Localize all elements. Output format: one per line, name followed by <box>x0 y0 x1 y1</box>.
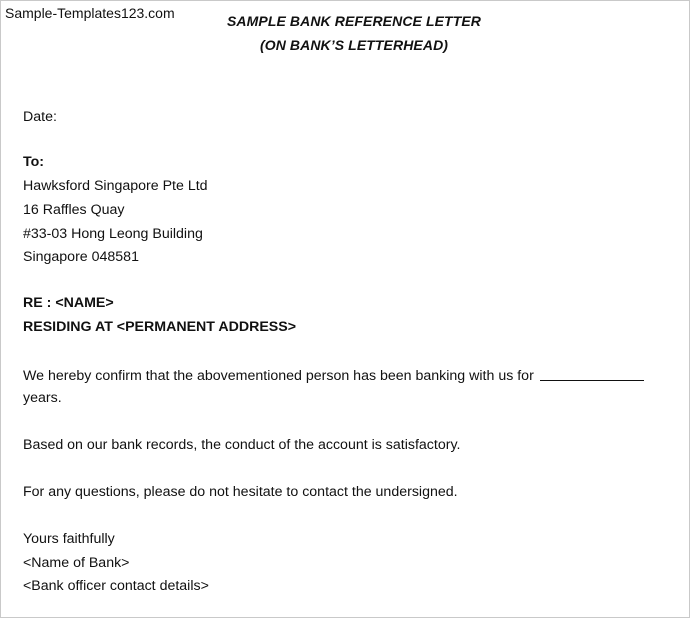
letter-title: SAMPLE BANK REFERENCE LETTER <box>226 13 482 29</box>
recipient-line: Hawksford Singapore Pte Ltd <box>23 178 208 194</box>
watermark: Sample-Templates123.com <box>5 5 175 21</box>
recipient-line: #33-03 Hong Leong Building <box>23 226 203 242</box>
paragraph-conduct: Based on our bank records, the conduct of the account is satisfactory. <box>23 437 461 453</box>
paragraph-banking-cont: years. <box>23 390 62 406</box>
paragraph-questions: For any questions, please do not hesitate to contact the undersigned. <box>23 484 458 500</box>
years-blank-field <box>540 367 644 381</box>
to-label: To: <box>23 154 45 170</box>
recipient-line: Singapore 048581 <box>23 249 139 265</box>
date-label: Date: <box>23 109 57 125</box>
residing-line: RESIDING AT <PERMANENT ADDRESS> <box>23 319 297 335</box>
officer-contact-placeholder: <Bank officer contact details> <box>23 578 209 594</box>
letter-subtitle: (ON BANK’S LETTERHEAD) <box>259 37 449 53</box>
closing: Yours faithfully <box>23 531 115 547</box>
bank-name-placeholder: <Name of Bank> <box>23 555 130 571</box>
re-line: RE : <NAME> <box>23 295 114 311</box>
paragraph-banking-text: We hereby confirm that the abovementioned person has been banking with us for <box>23 368 534 384</box>
recipient-line: 16 Raffles Quay <box>23 202 125 218</box>
paragraph-banking <box>23 367 644 384</box>
